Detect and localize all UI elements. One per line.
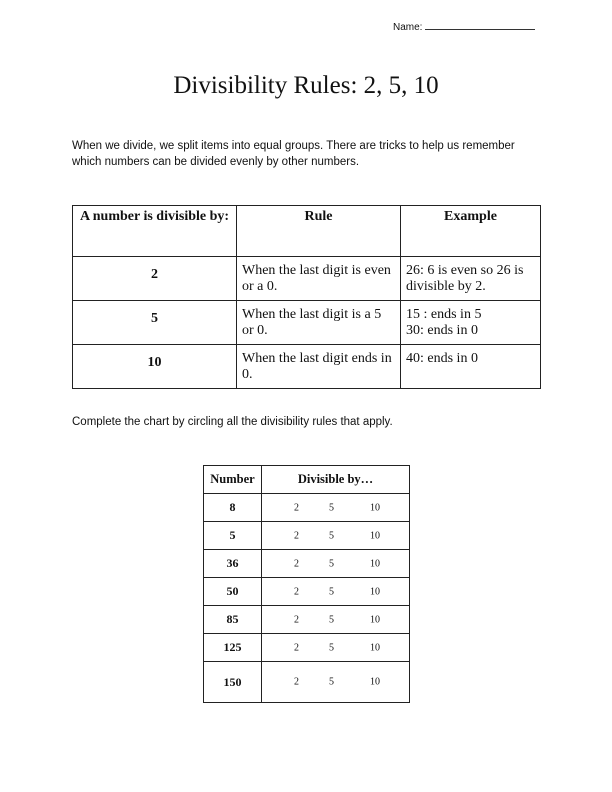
header-example: Example	[401, 206, 541, 257]
example-line: 30: ends in 0	[406, 323, 478, 338]
example-line: 26: 6 is even so 26 is	[406, 263, 524, 278]
example-line: divisible by 2.	[406, 279, 486, 294]
divisor-option-10[interactable]: 10	[370, 676, 380, 688]
name-field	[393, 20, 535, 33]
header-divisible-by: A number is divisible by:	[73, 206, 237, 257]
chart-number: 150	[204, 662, 262, 703]
divisor-option-5[interactable]: 5	[329, 530, 334, 541]
name-label: Name:	[393, 22, 423, 33]
chart-options-cell	[262, 522, 410, 550]
divisibility-chart	[203, 465, 410, 703]
chart-options-cell	[262, 606, 410, 634]
example-cell	[401, 301, 541, 345]
name-blank-line[interactable]	[425, 20, 535, 30]
divisor-option-5[interactable]: 5	[329, 586, 334, 597]
header-rule: Rule	[237, 206, 401, 257]
divisor-option-10[interactable]: 10	[370, 502, 380, 513]
chart-row	[204, 662, 410, 703]
chart-row	[204, 522, 410, 550]
rule-cell: When the last digit is even or a 0.	[237, 257, 401, 301]
page-title: Divisibility Rules: 2, 5, 10	[173, 72, 439, 99]
rule-row-10	[73, 345, 541, 389]
chart-row	[204, 634, 410, 662]
divisor-option-10[interactable]: 10	[370, 642, 380, 653]
divisor-option-10[interactable]: 10	[370, 530, 380, 541]
chart-instructions: Complete the chart by circling all the divisibility rules that apply.	[72, 416, 393, 428]
intro-paragraph: When we divide, we split items into equal groups. There are tricks to help us remember which numbers can be divided evenly by other numbers.	[72, 140, 515, 168]
example-line: 15 : ends in 5	[406, 307, 482, 322]
chart-number: 50	[204, 578, 262, 606]
rules-header-row	[73, 206, 541, 257]
chart-row	[204, 494, 410, 522]
divisor-option-2[interactable]: 2	[294, 586, 299, 597]
chart-options-cell	[262, 550, 410, 578]
rule-row-5	[73, 301, 541, 345]
chart-number: 36	[204, 550, 262, 578]
divisor-option-2[interactable]: 2	[294, 642, 299, 653]
rule-cell: When the last digit ends in 0.	[237, 345, 401, 389]
chart-header-row	[204, 466, 410, 494]
divisor-cell: 5	[73, 301, 237, 345]
header-number: Number	[204, 466, 262, 494]
divisor-option-5[interactable]: 5	[329, 676, 334, 688]
header-divisible-by: Divisible by…	[262, 466, 410, 494]
divisor-option-10[interactable]: 10	[370, 586, 380, 597]
example-line: 40: ends in 0	[406, 351, 478, 366]
divisor-option-5[interactable]: 5	[329, 558, 334, 569]
divisor-option-2[interactable]: 2	[294, 614, 299, 625]
chart-options-cell	[262, 662, 410, 703]
rule-cell: When the last digit is a 5 or 0.	[237, 301, 401, 345]
chart-row	[204, 550, 410, 578]
chart-number: 125	[204, 634, 262, 662]
divisor-option-2[interactable]: 2	[294, 530, 299, 541]
divisor-option-2[interactable]: 2	[294, 676, 299, 688]
example-cell	[401, 257, 541, 301]
divisor-option-5[interactable]: 5	[329, 642, 334, 653]
chart-number: 85	[204, 606, 262, 634]
divisor-option-5[interactable]: 5	[329, 502, 334, 513]
rules-table	[72, 205, 541, 389]
chart-options-cell	[262, 494, 410, 522]
divisor-option-2[interactable]: 2	[294, 558, 299, 569]
example-cell	[401, 345, 541, 389]
rule-row-2	[73, 257, 541, 301]
chart-number: 8	[204, 494, 262, 522]
divisor-option-2[interactable]: 2	[294, 502, 299, 513]
chart-number: 5	[204, 522, 262, 550]
chart-row	[204, 606, 410, 634]
divisor-option-10[interactable]: 10	[370, 614, 380, 625]
divisor-cell: 10	[73, 345, 237, 389]
chart-row	[204, 578, 410, 606]
chart-options-cell	[262, 634, 410, 662]
divisor-cell: 2	[73, 257, 237, 301]
divisor-option-10[interactable]: 10	[370, 558, 380, 569]
divisor-option-5[interactable]: 5	[329, 614, 334, 625]
chart-options-cell	[262, 578, 410, 606]
